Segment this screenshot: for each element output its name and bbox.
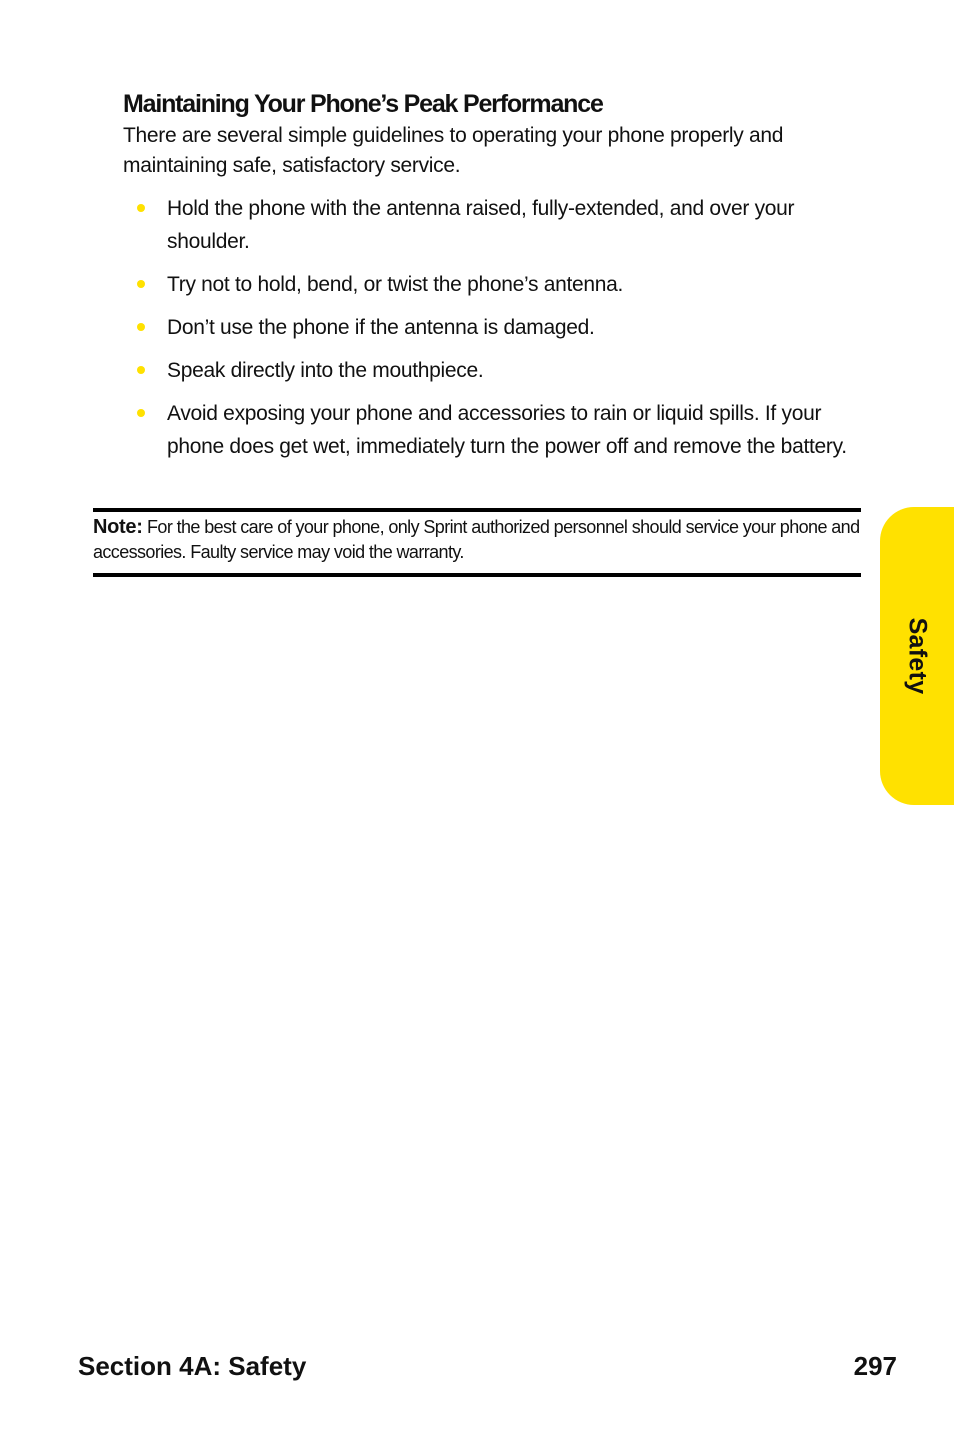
note-label: Note: — [93, 516, 143, 538]
note-box — [93, 515, 861, 565]
list-item-text: Avoid exposing your phone and accessories to rain or liquid spills. If your phone does get wet, immediately turn the power off and remove the battery. — [167, 402, 847, 458]
note-text: For the best care of your phone, only Sprint authorized personnel should service your phone and accessories. Faulty service may void the warranty. — [93, 517, 860, 562]
bullet-icon — [137, 323, 145, 331]
list-item-text: Speak directly into the mouthpiece. — [167, 359, 484, 382]
bullet-icon — [137, 366, 145, 374]
section-side-tab — [880, 507, 954, 805]
section-heading: Maintaining Your Phone’s Peak Performance — [123, 90, 603, 118]
page-number: 297 — [853, 1351, 897, 1381]
footer-section-title: Section 4A: Safety — [78, 1351, 307, 1381]
list-item — [123, 192, 863, 258]
list-item — [123, 354, 863, 387]
bullet-icon — [137, 280, 145, 288]
note-bottom-divider — [93, 573, 861, 577]
list-item-text: Don’t use the phone if the antenna is damaged. — [167, 316, 595, 339]
list-item-text: Hold the phone with the antenna raised, fully-extended, and over your shoulder. — [167, 197, 795, 253]
list-item — [123, 311, 863, 344]
list-item — [123, 397, 863, 463]
intro-paragraph: There are several simple guidelines to operating your phone properly and maintaining safe, satisfactory service. — [123, 124, 784, 177]
note-top-divider — [93, 508, 861, 512]
list-item-text: Try not to hold, bend, or twist the phone’s antenna. — [167, 273, 624, 296]
side-tab-label: Safety — [903, 617, 932, 695]
guideline-list — [123, 192, 863, 473]
bullet-icon — [137, 204, 145, 212]
list-item — [123, 268, 863, 301]
bullet-icon — [137, 409, 145, 417]
